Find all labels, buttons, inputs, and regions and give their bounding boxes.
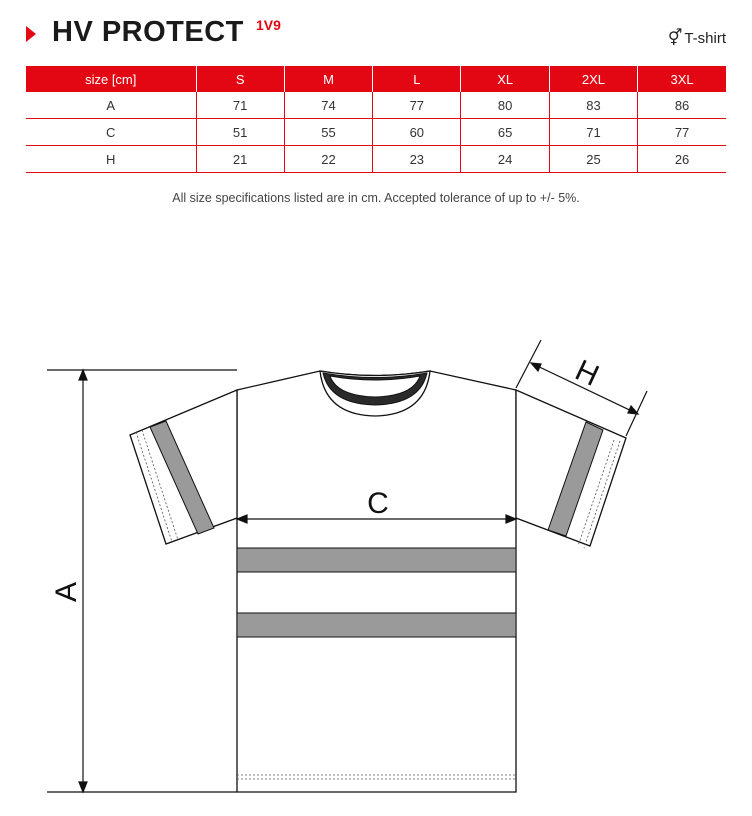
column-header: 3XL [638,66,726,92]
table-header-row [26,66,726,92]
column-header: S [196,66,284,92]
table-cell: 51 [196,119,284,146]
table-cell: 77 [638,119,726,146]
dimension-c-label: C [367,487,389,520]
table-cell: 26 [638,146,726,173]
product-title: HV PROTECT [52,16,244,48]
table-row [26,92,726,119]
product-code: 1V9 [256,17,281,33]
table-cell: 80 [461,92,549,119]
table-cell: 21 [196,146,284,173]
table-cell: 71 [196,92,284,119]
row-label: A [26,92,196,119]
column-header: size [cm] [26,66,196,92]
table-cell: 83 [549,92,637,119]
table-cell: 55 [284,119,372,146]
row-label: C [26,119,196,146]
dimension-h-label: H [570,353,604,393]
reflective-stripe-chest [237,548,516,572]
unisex-icon: ⚥ [667,30,683,47]
column-header: XL [461,66,549,92]
tshirt-diagram [0,320,752,816]
table-cell: 24 [461,146,549,173]
size-table [26,66,726,173]
triangle-marker-icon [26,26,36,42]
table-cell: 25 [549,146,637,173]
column-header: L [373,66,461,92]
table-cell: 60 [373,119,461,146]
row-label: H [26,146,196,173]
table-cell: 22 [284,146,372,173]
table-cell: 65 [461,119,549,146]
page-header [26,14,726,54]
column-header: 2XL [549,66,637,92]
product-type-label: T-shirt [684,30,726,47]
shirt-body-outline [237,371,516,792]
table-cell: 74 [284,92,372,119]
dimension-a-label: A [50,581,83,603]
table-cell: 71 [549,119,637,146]
table-row [26,146,726,173]
column-header: M [284,66,372,92]
product-type [668,28,726,48]
table-cell: 23 [373,146,461,173]
table-cell: 86 [638,92,726,119]
reflective-stripe-waist [237,613,516,637]
table-row [26,119,726,146]
tolerance-note: All size specifications listed are in cm. Accepted tolerance of up to +/- 5%. [172,191,580,205]
table-cell: 77 [373,92,461,119]
